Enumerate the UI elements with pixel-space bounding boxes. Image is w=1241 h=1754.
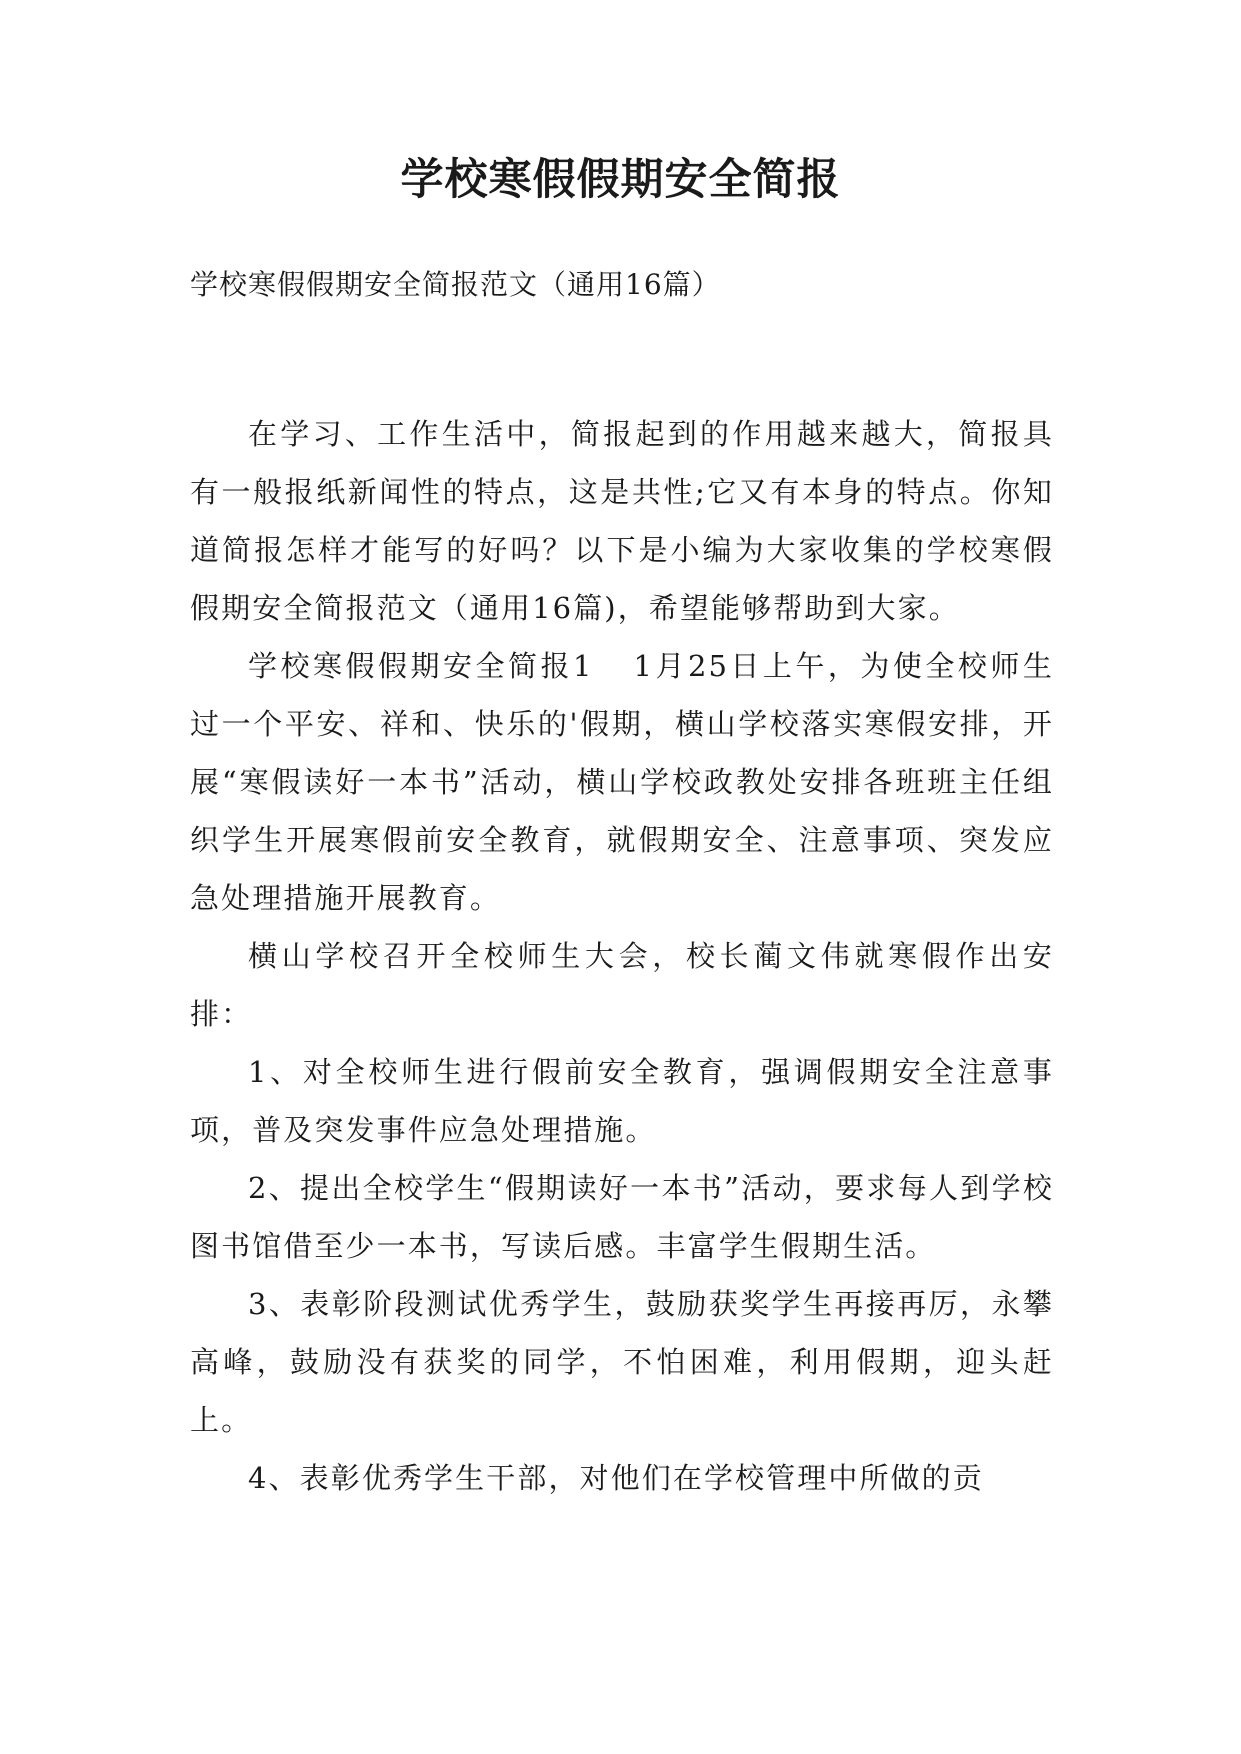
intro-paragraph: 在学习、工作生活中，简报起到的作用越来越大，简报具有一般报纸新闻性的特点，这是共性;它又有本身的特点。你知道简报怎样才能写的好吗？以下是小编为大家收集的学校寒假假期安全简报范文（通用16篇)，希望能够帮助到大家。 [190, 417, 1054, 625]
section-heading: 学校寒假假期安全简报1 [248, 649, 594, 683]
document-body [190, 405, 1054, 1507]
section-body: 1月25日上午，为使全校师生过一个平安、祥和、快乐的'假期，横山学校落实寒假安排，开展“寒假读好一本书”活动，横山学校政教处安排各班班主任组织学生开展寒假前安全教育，就假期安全、注意事项、突发应急处理措施开展教育。 [190, 649, 1054, 915]
assembly-paragraph: 横山学校召开全校师生大会，校长蔺文伟就寒假作出安排： [190, 939, 1054, 1031]
section-paragraph [190, 637, 1054, 927]
list-item: 3、表彰阶段测试优秀学生，鼓励获奖学生再接再厉，永攀高峰，鼓励没有获奖的同学，不怕困难，利用假期，迎头赶上。 [190, 1287, 1054, 1437]
list-item: 4、表彰优秀学生干部，对他们在学校管理中所做的贡 [248, 1461, 984, 1495]
list-item: 2、提出全校学生“假期读好一本书”活动，要求每人到学校图书馆借至少一本书，写读后感。丰富学生假期生活。 [190, 1171, 1054, 1263]
document-subtitle: 学校寒假假期安全简报范文（通用16篇） [190, 268, 721, 301]
document-title: 学校寒假假期安全简报 [400, 155, 841, 205]
list-item: 1、对全校师生进行假前安全教育，强调假期安全注意事项，普及突发事件应急处理措施。 [190, 1055, 1054, 1147]
